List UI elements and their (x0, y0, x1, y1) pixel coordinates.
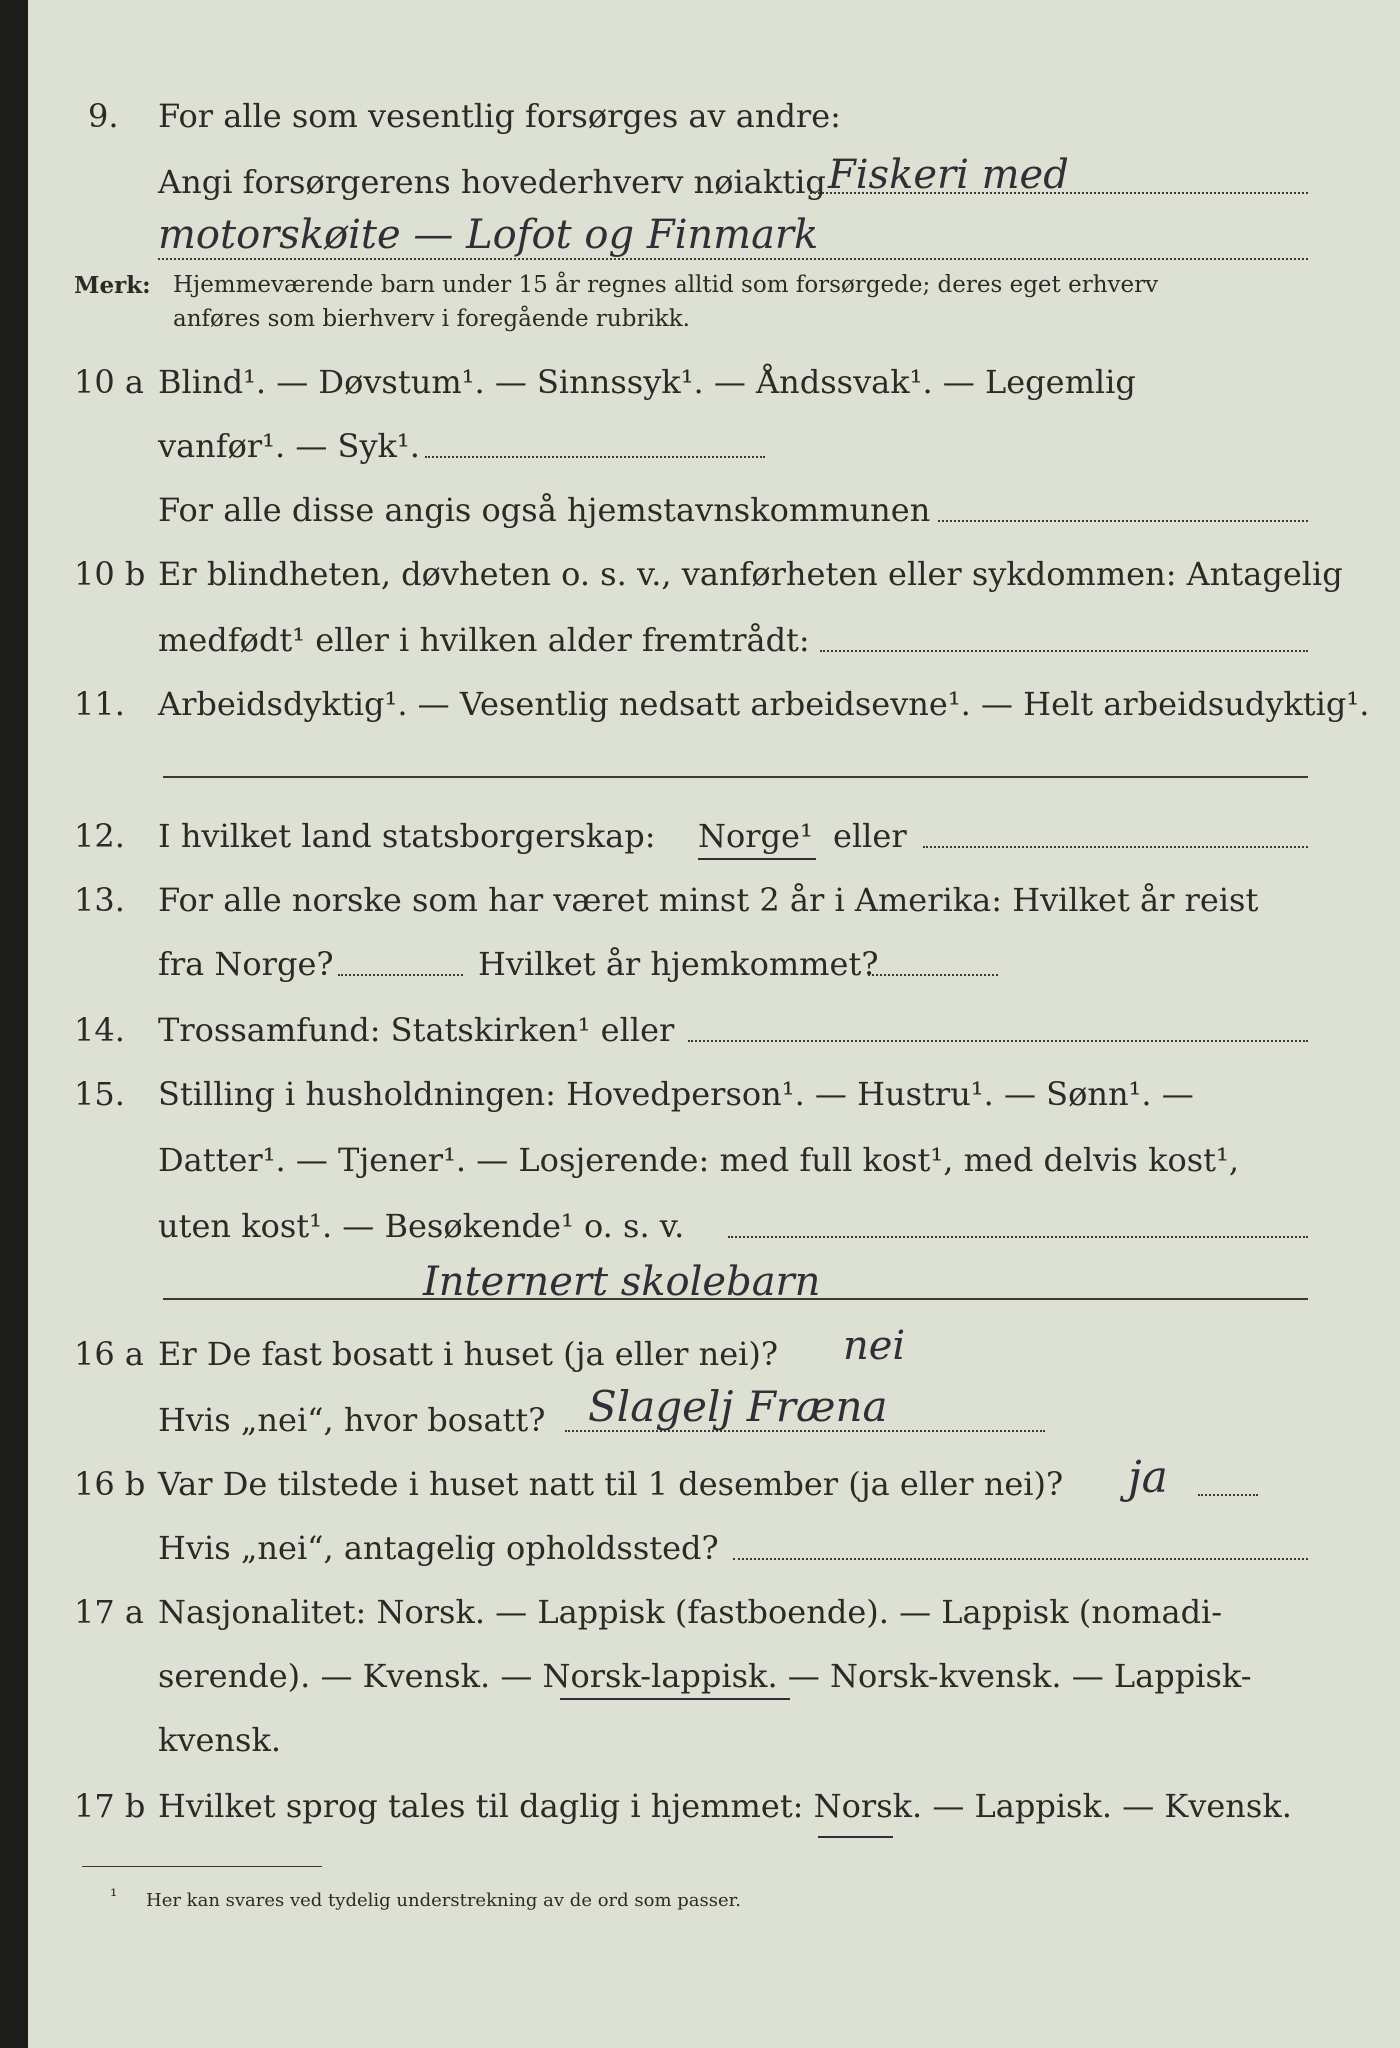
q15-line3: uten kost¹. — Besøkende¹ o. s. v. (158, 1207, 685, 1245)
q12-norge: Norge¹ (698, 817, 813, 855)
q10a-line1: Blind¹. — Døvstum¹. — Sinnssyk¹. — Åndssvak¹. — Legemlig (158, 363, 1136, 401)
q16b-handwritten-answer: ja (1128, 1452, 1168, 1503)
q16b-line1: Var De tilstede i huset natt til 1 desember (ja eller nei)? (158, 1465, 1064, 1503)
item-number-17b: 17 b (74, 1787, 146, 1825)
q15-line1: Stilling i husholdningen: Hovedperson¹. — Hustru¹. — Sønn¹. — (158, 1075, 1194, 1113)
q12-line1: I hvilket land statsborgerskap: (158, 817, 656, 855)
item-number-15: 15. (74, 1075, 125, 1113)
q15-answer-line-2 (163, 1298, 1308, 1300)
q10a-line3: For alle disse angis også hjemstavnskommunen (158, 491, 931, 529)
q14-line1: Trossamfund: Statskirken¹ eller (158, 1011, 675, 1049)
footnote-rule (82, 1866, 322, 1867)
q10b-line1: Er blindheten, døvheten o. s. v., vanførheten eller sykdommen: Antagelig (158, 555, 1343, 593)
item-number-16a: 16 a (74, 1335, 144, 1373)
q16a-handwritten-answer: nei (843, 1323, 906, 1369)
item-number-10a: 10 a (74, 363, 144, 401)
item-number-12: 12. (74, 817, 125, 855)
q17a-line3: kvensk. (158, 1721, 281, 1759)
q11-answer-line (163, 776, 1308, 778)
q11-line1: Arbeidsdyktig¹. — Vesentlig nedsatt arbeidsevne¹. — Helt arbeidsudyktig¹. (158, 685, 1370, 723)
q10b-answer-line (820, 650, 1308, 652)
q16a-line2: Hvis „nei“, hvor bosatt? (158, 1401, 546, 1439)
q14-answer-line (688, 1040, 1308, 1042)
q12-answer-line (923, 846, 1308, 848)
q13-left-year-line (338, 974, 463, 976)
item-number-11: 11. (74, 685, 125, 723)
q10a-answer-line (425, 456, 765, 458)
item-number-16b: 16 b (74, 1465, 146, 1503)
footnote-mark: ¹ (110, 1886, 118, 1907)
q17a-line2: serende). — Kvensk. — Norsk-lappisk. — Norsk-kvensk. — Lappisk- (158, 1657, 1252, 1695)
merk-line2: anføres som bierhverv i foregående rubrikk. (173, 306, 690, 332)
merk-label: Merk: (74, 272, 151, 299)
item-number-9: 9. (88, 97, 119, 135)
q12-eller: eller (833, 817, 907, 855)
q17b-norsk-underline (818, 1836, 893, 1838)
q12-norge-underline (698, 858, 816, 860)
q9-answer-line-2 (158, 258, 1308, 260)
item-number-17a: 17 a (74, 1593, 144, 1631)
q16a-handwritten-where: Slagelj Fræna (588, 1382, 888, 1431)
q17b-line1: Hvilket sprog tales til daglig i hjemmet: Norsk. — Lappisk. — Kvensk. (158, 1787, 1292, 1825)
census-form-page (28, 0, 1400, 2048)
q9-handwritten-answer-a: Fiskeri med (828, 152, 1069, 198)
merk-line1: Hjemmeværende barn under 15 år regnes alltid som forsørgede; deres eget erhverv (173, 272, 1159, 298)
item-number-10b: 10 b (74, 555, 146, 593)
q17a-norsk-lappisk-underline (560, 1698, 790, 1700)
q16b-answer-line (1198, 1494, 1258, 1496)
q13-line2a: fra Norge? (158, 945, 334, 983)
q13-line1: For alle norske som har været minst 2 år i Amerika: Hvilket år reist (158, 881, 1259, 919)
q16a-line1: Er De fast bosatt i huset (ja eller nei)? (158, 1335, 779, 1373)
q10b-line2: medfødt¹ eller i hvilken alder fremtrådt: (158, 621, 810, 659)
q16b-line2: Hvis „nei“, antagelig opholdssted? (158, 1529, 719, 1567)
footnote-text: Her kan svares ved tydelig understrekning av de ord som passer. (146, 1890, 741, 1911)
q9-line1: For alle som vesentlig forsørges av andre: (158, 97, 841, 135)
item-number-14: 14. (74, 1011, 125, 1049)
q15-line2: Datter¹. — Tjener¹. — Losjerende: med full kost¹, med delvis kost¹, (158, 1141, 1240, 1179)
q15-handwritten-answer: Internert skolebarn (423, 1259, 821, 1305)
q17a-line1: Nasjonalitet: Norsk. — Lappisk (fastboende). — Lappisk (nomadi- (158, 1593, 1223, 1631)
q15-answer-line (728, 1236, 1308, 1238)
q16b-place-line (733, 1558, 1308, 1560)
q13-line2b: Hvilket år hjemkommet? (478, 945, 879, 983)
q10a-hometown-line (938, 520, 1308, 522)
q9-line2: Angi forsørgerens hovederhverv nøiaktig (158, 163, 826, 201)
q13-return-year-line (868, 974, 998, 976)
q10a-line2: vanfør¹. — Syk¹. (158, 427, 420, 465)
q9-handwritten-answer-b: motorskøite — Lofot og Finmark (158, 212, 819, 258)
item-number-13: 13. (74, 881, 125, 919)
